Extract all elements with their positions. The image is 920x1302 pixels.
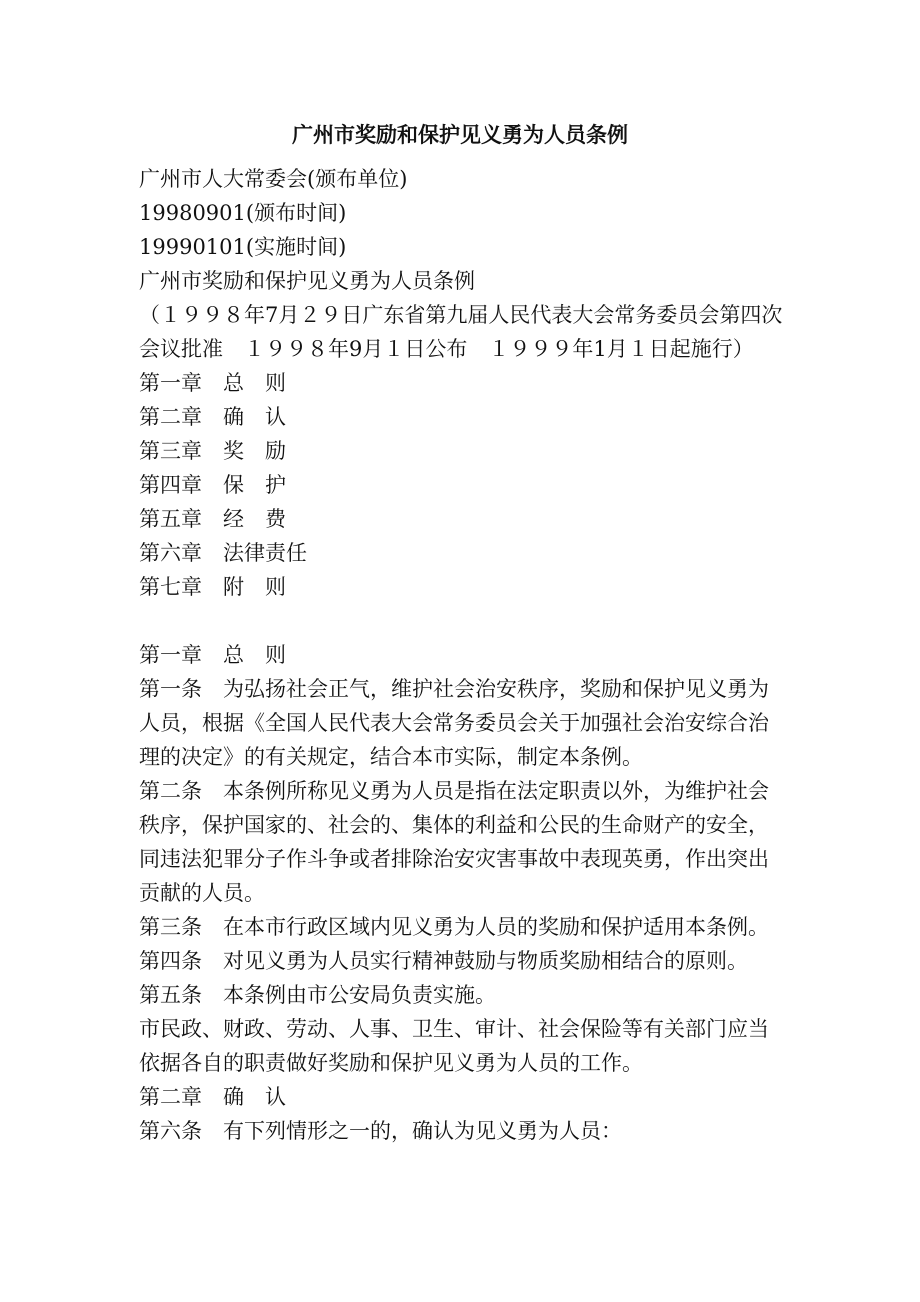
paragraph: 第四条 对见义勇为人员实行精神鼓励与物质奖励相结合的原则。 bbox=[139, 949, 748, 973]
paragraph: （１９９８年7月２９日广东省第九届人民代表大会常务委员会第四次会议批准 １９９８年9月１日公布 １９９９年1月１日起施行） bbox=[139, 303, 783, 361]
paragraph: 第五章 经 费 bbox=[139, 507, 286, 531]
paragraph: 第六条 有下列情形之一的，确认为见义勇为人员： bbox=[139, 1119, 622, 1143]
paragraph: 19980901(颁布时间) bbox=[139, 201, 347, 225]
blank-line bbox=[139, 604, 787, 638]
paragraph: 第四章 保 护 bbox=[139, 473, 286, 497]
paragraph: 第一章 总 则 bbox=[139, 371, 286, 395]
paragraph: 第一条 为弘扬社会正气，维护社会治安秩序，奖励和保护见义勇为人员，根据《全国人民代表大会常务委员会关于加强社会治安综合治理的决定》的有关规定，结合本市实际，制定本条例。 bbox=[139, 677, 769, 769]
paragraph: 第五条 本条例由市公安局负责实施。 bbox=[139, 983, 496, 1007]
paragraph: 19990101(实施时间) bbox=[139, 235, 347, 259]
paragraph: 第二章 确 认 bbox=[139, 405, 286, 429]
paragraph: 第三章 奖 励 bbox=[139, 439, 286, 463]
document-body bbox=[139, 162, 787, 1148]
paragraph: 第二章 确 认 bbox=[139, 1085, 286, 1109]
paragraph: 第二条 本条例所称见义勇为人员是指在法定职责以外，为维护社会秩序，保护国家的、社会的、集体的利益和公民的生命财产的安全，同违法犯罪分子作斗争或者排除治安灾害事故中表现英勇，作出突出贡献的人员。 bbox=[139, 779, 769, 905]
paragraph: 广州市奖励和保护见义勇为人员条例 bbox=[139, 269, 475, 293]
paragraph: 广州市人大常委会(颁布单位) bbox=[139, 167, 408, 191]
paragraph: 第三条 在本市行政区域内见义勇为人员的奖励和保护适用本条例。 bbox=[139, 915, 769, 939]
paragraph: 第一章 总 则 bbox=[139, 643, 286, 667]
paragraph: 市民政、财政、劳动、人事、卫生、审计、社会保险等有关部门应当依据各自的职责做好奖励和保护见义勇为人员的工作。 bbox=[139, 1017, 769, 1075]
paragraph: 第六章 法律责任 bbox=[139, 541, 307, 565]
paragraph: 第七章 附 则 bbox=[139, 575, 286, 599]
document-title: 广州市奖励和保护见义勇为人员条例 bbox=[292, 122, 628, 147]
